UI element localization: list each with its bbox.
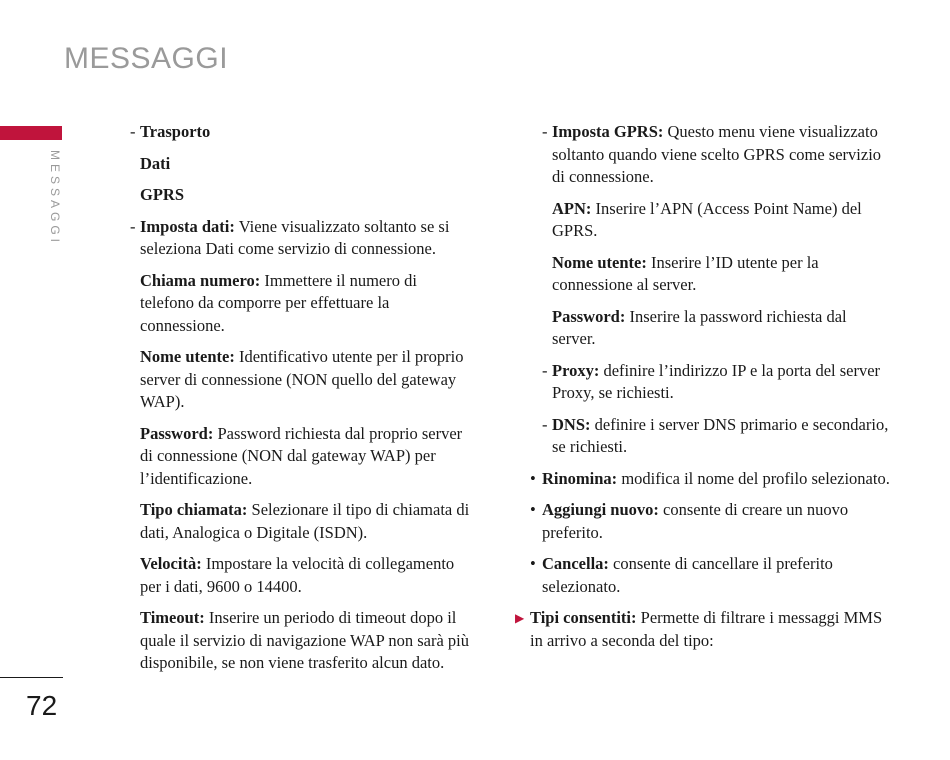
- item-velocita: Velocità: Impostare la velocità di collegamento per i dati, 9600 o 14400.: [140, 554, 455, 596]
- triangle-bullet-icon: ▶: [515, 611, 525, 625]
- item-proxy: - Proxy: definire l’indirizzo IP e la porta del server Proxy, se richiesti.: [530, 360, 892, 405]
- item-gprs: GPRS: [140, 185, 185, 204]
- item-chiama-numero: Chiama numero: Immettere il numero di telefono da comporre per effettuare la connessione.: [140, 270, 417, 335]
- bullet-marker: •: [530, 554, 536, 573]
- left-column: [130, 121, 475, 684]
- page-header: MESSAGGI: [64, 42, 229, 75]
- item-dati: Dati: [140, 153, 171, 173]
- item-nome-utente: Nome utente: Identificativo utente per il proprio server di connessione (NON quello del gateway WAP).: [140, 347, 464, 411]
- page-number: 72: [26, 690, 58, 721]
- item-tipi-consentiti: ▶ Tipi consentiti: Permette di filtrare i messaggi MMS in arrivo a seconda del tipo:: [515, 607, 892, 652]
- bullet-marker: •: [530, 500, 536, 519]
- item-password: Password: Password richiesta dal proprio server di connessione (NON dal gateway WAP) per l’identificazione.: [140, 423, 463, 488]
- item-cancella: • Cancella: consente di cancellare il preferito selezionato.: [530, 553, 892, 598]
- section-tab-marker: [0, 126, 62, 140]
- item-trasporto: [130, 121, 475, 144]
- dash-marker: -: [542, 122, 548, 141]
- dash-marker: -: [130, 122, 136, 141]
- item-aggiungi-nuovo: • Aggiungi nuovo: consente di creare un nuovo preferito.: [530, 499, 892, 544]
- bullet-marker: •: [530, 468, 536, 488]
- item-imposta-gprs: - Imposta GPRS: Questo menu viene visualizzato soltanto quando viene scelto GPRS come servizio di connessione.: [530, 121, 892, 189]
- term-imposta-dati: Imposta dati:: [140, 216, 235, 236]
- item-apn: APN: Inserire l’APN (Access Point Name) del GPRS.: [552, 198, 862, 240]
- item-dns: - DNS: definire i server DNS primario e secondario, se richiesti.: [530, 414, 892, 459]
- dash-marker: -: [130, 216, 136, 236]
- term-trasporto: Trasporto: [140, 122, 211, 141]
- item-imposta-dati: - Imposta dati: Viene visualizzato soltanto se si seleziona Dati come servizio di connessione.: [130, 216, 475, 261]
- item-tipo-chiamata: Tipo chiamata: Selezionare il tipo di chiamata di dati, Analogica o Digitale (ISDN).: [140, 500, 470, 542]
- item-password-gprs: Password: Inserire la password richiesta dal server.: [552, 306, 847, 348]
- right-column: [515, 121, 892, 661]
- dash-marker: -: [542, 414, 548, 434]
- dash-marker: -: [542, 360, 548, 380]
- item-timeout: Timeout: Inserire un periodo di timeout dopo il quale il servizio di navigazione WAP non sarà più disponibile, se non viene trasferito alcun dato.: [140, 608, 470, 672]
- section-side-label: MESSAGGI: [48, 150, 62, 247]
- item-rinomina: • Rinomina: modifica il nome del profilo selezionato.: [530, 468, 892, 491]
- footer-rule: [0, 677, 63, 678]
- item-nome-utente-gprs: Nome utente: Inserire l’ID utente per la connessione al server.: [552, 252, 819, 294]
